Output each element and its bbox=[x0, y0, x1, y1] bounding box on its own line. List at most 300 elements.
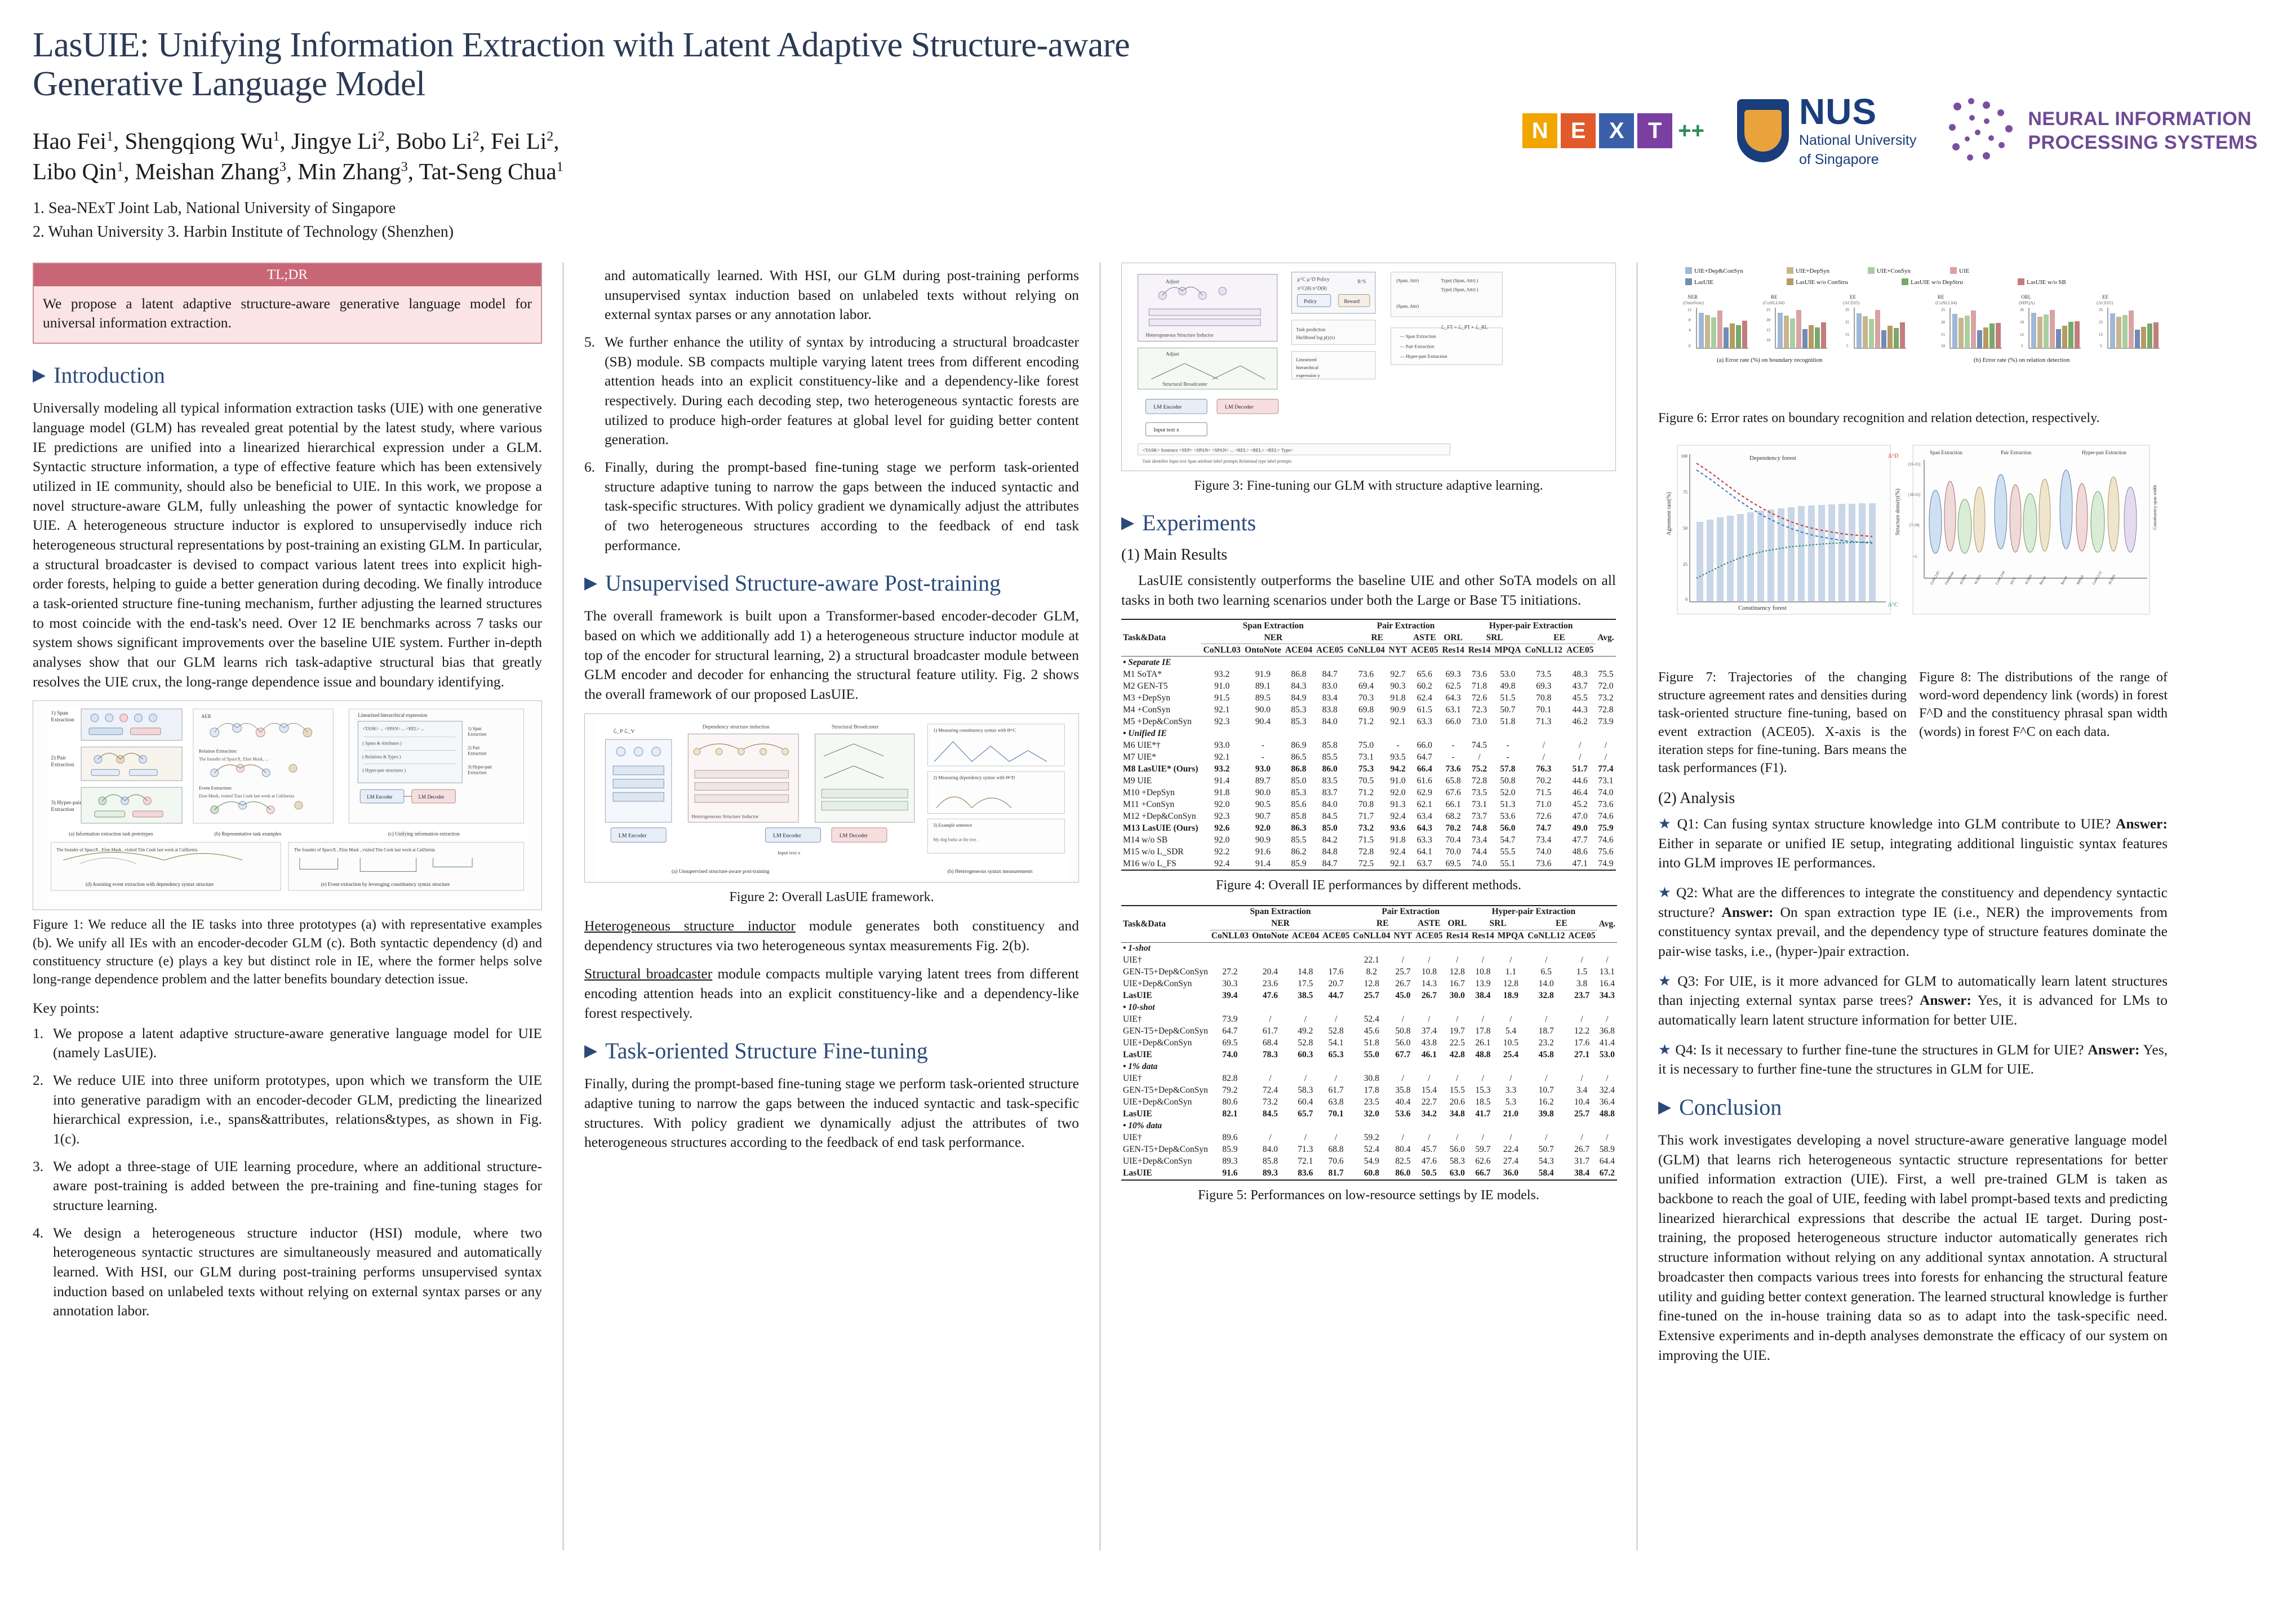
table-cell: 83.5 bbox=[1322, 775, 1338, 786]
table-cell: 27.2 bbox=[1222, 967, 1238, 977]
table-cell: 52.4 bbox=[1364, 1014, 1379, 1025]
figure-3-caption: Figure 3: Fine-tuning our GLM with structure adaptive learning. bbox=[1194, 478, 1543, 493]
list-item bbox=[584, 332, 1079, 450]
table-cell: / bbox=[1304, 1014, 1307, 1025]
table-cell: 73.9 bbox=[1222, 1014, 1238, 1025]
svg-text:Dependency structure induction: Dependency structure induction bbox=[702, 724, 770, 730]
table-cell: / bbox=[1334, 1074, 1338, 1084]
table-cell: 86.0 bbox=[1395, 1168, 1411, 1178]
section-heading-fine-tuning bbox=[584, 1037, 1079, 1064]
table-cell: 59.7 bbox=[1475, 1145, 1491, 1155]
table-cell: 92.0 bbox=[1214, 835, 1230, 845]
table-cell: 86.8 bbox=[1291, 764, 1307, 774]
svg-text:[7-10]: [7-10] bbox=[1909, 523, 1920, 528]
table-cell: - bbox=[1396, 740, 1400, 750]
table-cell: 66.1 bbox=[1445, 799, 1461, 809]
svg-text:Dependency forest: Dependency forest bbox=[1749, 455, 1796, 462]
table-cell: 51.3 bbox=[1500, 799, 1516, 809]
table-cell bbox=[1210, 955, 1250, 966]
table-row bbox=[1121, 1120, 1617, 1132]
table-row-label: M14 w/o SB bbox=[1123, 835, 1168, 845]
th-data: ACE05 bbox=[1568, 931, 1596, 941]
table-cell: 61.7 bbox=[1328, 1085, 1344, 1096]
table-row bbox=[1121, 1037, 1617, 1049]
table-cell: / bbox=[1269, 1074, 1272, 1084]
table-cell: 56.0 bbox=[1500, 823, 1516, 833]
svg-text:LasUIE w/o ConStru: LasUIE w/o ConStru bbox=[1796, 278, 1848, 286]
svg-text:CoNLL12: CoNLL12 bbox=[2091, 570, 2103, 586]
table-cell: / bbox=[1579, 752, 1582, 762]
table-cell: / bbox=[1509, 1014, 1512, 1025]
table-cell: 62.6 bbox=[1475, 1156, 1491, 1167]
th-hyper-pair-extraction: Hyper-pair Extraction bbox=[1489, 620, 1573, 631]
svg-text:Span Extraction: Span Extraction bbox=[1930, 450, 1962, 456]
table-cell: / bbox=[1428, 955, 1431, 965]
table-cell-avg: 73.6 bbox=[1598, 799, 1614, 809]
figure-5-caption: Figure 5: Performances on low-resource settings by IE models. bbox=[1198, 1187, 1539, 1203]
qa-item-1 bbox=[1658, 814, 2168, 873]
table-cell: / bbox=[1580, 1014, 1583, 1025]
svg-text:Constituency forest: Constituency forest bbox=[1738, 605, 1787, 612]
table-cell-avg: 13.1 bbox=[1599, 967, 1615, 977]
table-cell-avg: 74.6 bbox=[1598, 835, 1614, 845]
table-cell: 34.8 bbox=[1449, 1109, 1465, 1119]
svg-text:Extraction: Extraction bbox=[468, 732, 487, 738]
table-row-label: M2 GEN-T5 bbox=[1123, 681, 1168, 691]
table-cell: 46.2 bbox=[1572, 716, 1588, 726]
th-aste: ASTE bbox=[1414, 918, 1444, 930]
th-pair-extraction: Pair Extraction bbox=[1376, 620, 1435, 631]
table-group-label: • 1% data bbox=[1123, 1062, 1158, 1072]
th-srl: SRL bbox=[1470, 918, 1526, 930]
table-cell: 91.6 bbox=[1255, 846, 1271, 857]
table-cell: 39.4 bbox=[1222, 991, 1238, 1001]
svg-text:Task identifier Input text: Task identifier Input text Span attribute label prompts Relational type label prompts bbox=[1142, 459, 1292, 464]
qa-question: Q1: Can fusing syntax structure knowledge into GLM contribute to UIE? bbox=[1677, 815, 2111, 832]
table-cell-avg: / bbox=[1606, 1133, 1609, 1143]
table-cell: 51.7 bbox=[1572, 764, 1588, 774]
svg-text:5: 5 bbox=[2100, 343, 2102, 348]
list-item bbox=[584, 266, 1079, 325]
svg-text:( Spans & Attributes ): ( Spans & Attributes ) bbox=[362, 740, 402, 746]
figure-8-caption: Figure 8: The distributions of the range of word-word dependency link (words) in forest F^D and the constituency phrasal span width (words) in forest F^C on each data. bbox=[1919, 670, 2168, 739]
table-cell: 90.5 bbox=[1255, 799, 1271, 809]
figure-2-caption: Figure 2: Overall LasUIE framework. bbox=[729, 889, 934, 904]
svg-text:10: 10 bbox=[1941, 343, 1945, 348]
svg-text:Hyper-pair Extraction: Hyper-pair Extraction bbox=[2082, 450, 2127, 456]
svg-text:1) Measuring constituency synt: 1) Measuring constituency syntax with Θ^C bbox=[933, 728, 1016, 733]
figure-4-caption: Figure 4: Overall IE performances by different methods. bbox=[1215, 878, 1522, 893]
affiliation-2: 2. Wuhan University 3. Harbin Institute of Technology (Shenzhen) bbox=[33, 223, 454, 241]
star-icon: ★ bbox=[1658, 815, 1673, 832]
list-item-text: We reduce UIE into three uniform prototypes, upon which we transform the UIE into generative paradigm with an encoder-decoder GLM, predicting the linearized hierarchical expression, i.e., spans&attributes, relations&types, as shown in Fig. 1(c). bbox=[53, 1072, 542, 1147]
th-data: NYT bbox=[1388, 645, 1407, 655]
table-cell-avg: / bbox=[1606, 955, 1609, 965]
table-cell: 71.3 bbox=[1536, 716, 1552, 726]
table-row bbox=[1121, 668, 1616, 680]
svg-text:Structure density(%): Structure density(%) bbox=[1895, 489, 1901, 536]
table-cell: 84.8 bbox=[1322, 846, 1338, 857]
svg-text:15: 15 bbox=[2099, 332, 2103, 337]
table-cell: 91.5 bbox=[1214, 693, 1230, 703]
th-ee: EE bbox=[1523, 632, 1596, 644]
table-cell: 81.7 bbox=[1328, 1168, 1344, 1178]
table-cell: - bbox=[1451, 752, 1455, 762]
svg-text:25: 25 bbox=[1941, 307, 1945, 312]
th-data: ACE04 bbox=[1291, 931, 1319, 941]
table-row bbox=[1121, 704, 1616, 716]
table-cell: 66.0 bbox=[1416, 740, 1432, 750]
table-cell: 30.3 bbox=[1222, 979, 1238, 989]
table-row-label: LasUIE bbox=[1123, 991, 1152, 1001]
table-cell: 25.7 bbox=[1574, 1109, 1590, 1119]
star-icon: ★ bbox=[1658, 972, 1673, 989]
hsi-term: Heterogeneous structure inductor bbox=[584, 917, 796, 934]
main-results-text: LasUIE consistently outperforms the baseline UIE and other SoTA models on all tasks in both two learning scenarios under both the Large or Base T5 initiations. bbox=[1121, 572, 1616, 608]
figure-6 bbox=[1658, 263, 2168, 403]
table-cell: 70.5 bbox=[1358, 775, 1374, 786]
table-cell: 82.8 bbox=[1222, 1074, 1238, 1084]
svg-text:My dog barks at the tree .: My dog barks at the tree . bbox=[933, 837, 979, 842]
table-cell: 60.8 bbox=[1364, 1168, 1379, 1178]
svg-text:UIE: UIE bbox=[1959, 267, 1970, 274]
table-row-label: M13 LasUIE (Ours) bbox=[1123, 823, 1198, 833]
table-cell: / bbox=[1334, 1014, 1338, 1025]
table-cell: 66.0 bbox=[1445, 716, 1461, 726]
qa-answer: Yes, it is advanced for LMs to automatically learn latent structure information for better UIE. bbox=[1658, 992, 2168, 1028]
svg-text:3) Example sentence: 3) Example sentence bbox=[933, 822, 972, 828]
table-cell: 23.5 bbox=[1364, 1097, 1379, 1107]
svg-text:Adjust: Adjust bbox=[1166, 351, 1179, 357]
table-cell: 10.8 bbox=[1475, 967, 1491, 977]
svg-text:Event Extraction:: Event Extraction: bbox=[198, 785, 233, 791]
table-row-label: M5 +Dep&ConSyn bbox=[1123, 716, 1192, 726]
table-cell: 47.0 bbox=[1572, 811, 1588, 821]
table-row bbox=[1121, 858, 1616, 870]
table-cell: 85.8 bbox=[1291, 811, 1307, 821]
sb-paragraph bbox=[584, 964, 1079, 1023]
svg-text:Reward: Reward bbox=[1344, 298, 1360, 304]
th-task-data: Task&Data bbox=[1123, 633, 1166, 643]
table-cell: 89.1 bbox=[1255, 681, 1271, 691]
svg-text:LM Encoder: LM Encoder bbox=[1153, 404, 1182, 411]
table-cell: 71.2 bbox=[1358, 716, 1374, 726]
figure-7-caption: Figure 7: Trajectories of the changing structure agreement rates and densities during task-oriented structure fine-tuning, based on event extraction (ACE05). X-axis is the iteration steps for fine-tuning. Bars means the task performances (F1). bbox=[1658, 670, 1907, 775]
svg-text:Task prediction: Task prediction bbox=[1296, 327, 1326, 332]
th-data: MPQA bbox=[1494, 645, 1521, 655]
table-cell: 49.0 bbox=[1572, 823, 1588, 833]
table-cell: / bbox=[1545, 1133, 1548, 1143]
table-cell: - bbox=[1506, 740, 1509, 750]
table-cell: 35.8 bbox=[1395, 1085, 1411, 1096]
table-row-label: M16 w/o L_FS bbox=[1123, 858, 1176, 868]
table-cell-avg: 36.8 bbox=[1599, 1026, 1615, 1036]
svg-text:[10-15]: [10-15] bbox=[1908, 493, 1920, 498]
table-row-label: UIE+Dep&ConSyn bbox=[1123, 1038, 1192, 1048]
svg-text:LM Encoder: LM Encoder bbox=[773, 832, 801, 839]
table-cell: 51.5 bbox=[1500, 693, 1516, 703]
svg-text:EE: EE bbox=[1850, 294, 1856, 300]
table-cell: 31.7 bbox=[1574, 1156, 1590, 1167]
table-row-label: UIE† bbox=[1123, 955, 1142, 965]
svg-text:15: 15 bbox=[1766, 327, 1770, 332]
svg-text:2) Pair: 2) Pair bbox=[51, 755, 66, 761]
table-cell: 66.4 bbox=[1416, 764, 1432, 774]
table-cell: 56.0 bbox=[1449, 1145, 1465, 1155]
svg-text:Res14: Res14 bbox=[2039, 575, 2047, 586]
svg-text:(Span, Attr): (Span, Attr) bbox=[1396, 304, 1419, 309]
affiliation-1: 1. Sea-NExT Joint Lab, National University of Singapore bbox=[33, 199, 396, 218]
svg-text:RE: RE bbox=[1771, 294, 1778, 300]
svg-text:Input text x: Input text x bbox=[1153, 427, 1179, 433]
figure-1 bbox=[33, 700, 542, 910]
table-cell: 75.3 bbox=[1358, 764, 1374, 774]
svg-text:100: 100 bbox=[1681, 454, 1687, 459]
svg-text:(OntoNote): (OntoNote) bbox=[1683, 300, 1704, 305]
svg-text:μ^C μ^D Policy: μ^C μ^D Policy bbox=[1297, 276, 1330, 282]
svg-text:5: 5 bbox=[1846, 343, 1849, 348]
table-cell: 92.0 bbox=[1390, 787, 1406, 797]
table-cell: 14.8 bbox=[1298, 967, 1313, 977]
table-cell: 10.5 bbox=[1503, 1038, 1518, 1048]
fine-tuning-paragraph: Finally, during the prompt-based fine-tuning stage we perform task-oriented structure adaptive tuning to narrow the gaps between the induced syntactic and task-specific structures. With policy gradient we dynamically adjust the attributes of two heterogeneous structures according to the feedback of end task performance. bbox=[584, 1075, 1079, 1151]
table-cell: 63.8 bbox=[1328, 1097, 1344, 1107]
table-group-label: • 10-shot bbox=[1123, 1003, 1155, 1013]
table-cell: / bbox=[1509, 1074, 1512, 1084]
figure-3 bbox=[1121, 263, 1616, 471]
svg-text:Adjust: Adjust bbox=[1166, 278, 1179, 285]
table-group-label: • Unified IE bbox=[1123, 728, 1167, 738]
table-cell: / bbox=[1580, 1133, 1583, 1143]
table-cell: 67.7 bbox=[1395, 1050, 1411, 1060]
table bbox=[1121, 905, 1617, 1181]
table-cell: 36.0 bbox=[1503, 1168, 1518, 1178]
table-row-label: GEN-T5+Dep&ConSyn bbox=[1123, 1145, 1208, 1155]
table-cell: 91.0 bbox=[1214, 681, 1230, 691]
svg-text:likelihood log p(y|x): likelihood log p(y|x) bbox=[1296, 335, 1335, 340]
figure-7-8-graphic bbox=[1658, 437, 2168, 663]
table-cell: 18.5 bbox=[1475, 1097, 1491, 1107]
section-heading-conclusion-text: Conclusion bbox=[1679, 1094, 1782, 1120]
svg-text:Elon Musk, visited Tian Cook l: Elon Musk, visited Tian Cook last week at California bbox=[198, 793, 294, 799]
table-cell: 91.4 bbox=[1214, 775, 1230, 786]
svg-text:— Hyper-pair Extraction: — Hyper-pair Extraction bbox=[1400, 354, 1447, 360]
table-cell: 80.4 bbox=[1395, 1145, 1411, 1155]
table-cell: 40.4 bbox=[1395, 1097, 1411, 1107]
table-cell: 85.0 bbox=[1322, 823, 1338, 833]
qa-answer-label: Answer: bbox=[2088, 1041, 2140, 1058]
table-cell: 84.0 bbox=[1262, 1145, 1278, 1155]
th-data: ACE05 bbox=[1322, 931, 1350, 941]
svg-text:LM Encoder: LM Encoder bbox=[618, 832, 647, 839]
table-cell: 13.9 bbox=[1475, 979, 1491, 989]
svg-text:ACE05: ACE05 bbox=[2024, 574, 2033, 586]
qa-answer-label: Answer: bbox=[2115, 815, 2168, 832]
table-cell: - bbox=[1261, 752, 1265, 762]
table-row-label: UIE+Dep&ConSyn bbox=[1123, 979, 1192, 989]
table-row-label: UIE+Dep&ConSyn bbox=[1123, 1156, 1192, 1167]
th-data: Res14 bbox=[1442, 645, 1464, 655]
svg-text:20: 20 bbox=[1766, 317, 1770, 322]
table-cell: 73.6 bbox=[1445, 764, 1461, 774]
table-cell-avg: / bbox=[1604, 752, 1607, 762]
table-cell: 26.7 bbox=[1395, 979, 1411, 989]
table-cell: 15.5 bbox=[1449, 1085, 1465, 1096]
figure-1-caption: Figure 1: We reduce all the IE tasks into three prototypes (a) with representative examples (b). We unify all IEs with an encoder-decoder GLM (c). Both syntactic dependency (d) and constituency structure (e) plays a key but distinct role in IE, where the former helps solve long-range dependence problem and the latter benefits boundary detection issue. bbox=[33, 917, 542, 987]
table-cell: 84.0 bbox=[1322, 799, 1338, 809]
table-row bbox=[1121, 751, 1616, 763]
table-cell: / bbox=[1481, 1074, 1485, 1084]
star-icon: ★ bbox=[1658, 884, 1672, 901]
svg-text:<TASK> Sentence <SEP> <SPAN: <TASK> Sentence <SEP> <SPAN> <SPAN> ... <REL> <REL> <REL> Type> bbox=[1142, 447, 1294, 453]
table-cell: 18.7 bbox=[1538, 1026, 1554, 1036]
table-cell: 92.0 bbox=[1255, 823, 1271, 833]
list-item-number: 5. bbox=[584, 333, 596, 350]
list-item-number bbox=[584, 266, 605, 325]
svg-text:Linearized: Linearized bbox=[1296, 357, 1317, 363]
svg-text:Input text x: Input text x bbox=[778, 849, 801, 855]
table-cell: 72.8 bbox=[1471, 775, 1487, 786]
table-cell: 63.3 bbox=[1416, 716, 1432, 726]
table-row bbox=[1121, 846, 1616, 858]
table-cell: 38.4 bbox=[1574, 1168, 1590, 1178]
table-cell: 90.4 bbox=[1255, 716, 1271, 726]
table-cell: 74.5 bbox=[1471, 740, 1487, 750]
table-cell: 73.7 bbox=[1471, 811, 1487, 821]
svg-text:(ACE05): (ACE05) bbox=[1843, 300, 1860, 305]
table-cell: 83.4 bbox=[1322, 693, 1338, 703]
th-ner: NER bbox=[1201, 632, 1345, 644]
table-cell-avg: / bbox=[1606, 1074, 1609, 1084]
table-cell: 30.0 bbox=[1449, 991, 1465, 1001]
svg-text:(Span, Attr): (Span, Attr) bbox=[1396, 278, 1419, 283]
post-training-paragraph: The overall framework is built upon a Transformer-based encoder-decoder GLM, based on which we additionally add 1) a heterogeneous structure inductor module at top of the encoder for structural learning, 2) a structural broadcaster module between GLM encoder and decoder for enhancing the structural feature utility. Fig. 2 shows the overall framework of our proposed LasUIE. bbox=[584, 607, 1079, 703]
svg-text:25: 25 bbox=[2099, 320, 2103, 325]
svg-text:The founder of SpaceX, Elon Mu: The founder of SpaceX, Elon Musk, ... bbox=[198, 756, 269, 762]
table-cell: 70.2 bbox=[1445, 823, 1461, 833]
table-cell: 69.4 bbox=[1358, 681, 1374, 691]
table-cell: / bbox=[1509, 955, 1512, 965]
th-data: CoNLL03 bbox=[1211, 931, 1249, 941]
table-row bbox=[1121, 739, 1616, 751]
svg-text:OntoNote: OntoNote bbox=[1944, 571, 1955, 586]
next-logo-t: T bbox=[1637, 113, 1672, 148]
tldr-body: We propose a latent adaptive structure-aware generative language model for universal information extraction. bbox=[43, 295, 532, 331]
neurips-line-1: NEURAL INFORMATION bbox=[2028, 108, 2252, 130]
svg-text:(ACE05): (ACE05) bbox=[2097, 300, 2113, 305]
table-cell: 84.2 bbox=[1322, 835, 1338, 845]
table-cell: 91.8 bbox=[1390, 835, 1406, 845]
table-cell: / bbox=[1401, 1133, 1405, 1143]
table-row bbox=[1121, 787, 1616, 799]
table-row-label: M12 +Dep&ConSyn bbox=[1123, 811, 1196, 821]
table-cell: 25.4 bbox=[1503, 1050, 1518, 1060]
table-cell: 55.1 bbox=[1500, 858, 1516, 868]
table-cell: 71.3 bbox=[1298, 1145, 1313, 1155]
table-cell: 41.7 bbox=[1475, 1109, 1491, 1119]
poster-header bbox=[33, 26, 2263, 243]
table-cell-avg: 74.6 bbox=[1598, 811, 1614, 821]
svg-text:4: 4 bbox=[1689, 327, 1691, 332]
th-re: RE bbox=[1351, 918, 1414, 930]
table-cell: 89.3 bbox=[1222, 1156, 1238, 1167]
table-cell: 54.9 bbox=[1364, 1156, 1379, 1167]
table-cell: 63.4 bbox=[1416, 811, 1432, 821]
svg-text:[15-15]: [15-15] bbox=[1908, 462, 1920, 467]
next-logo-plus: ++ bbox=[1678, 118, 1704, 143]
svg-text:1) Span: 1) Span bbox=[51, 710, 69, 717]
table-cell: 85.5 bbox=[1291, 835, 1307, 845]
table-row-label: GEN-T5+Dep&ConSyn bbox=[1123, 967, 1208, 977]
table bbox=[1121, 619, 1616, 871]
table-cell-avg: 73.9 bbox=[1598, 716, 1614, 726]
table-cell: 73.4 bbox=[1536, 835, 1552, 845]
svg-text:35: 35 bbox=[2099, 307, 2103, 312]
table-cell: 1.1 bbox=[1505, 967, 1517, 977]
table-cell-avg: 53.0 bbox=[1599, 1050, 1615, 1060]
table-cell: 64.3 bbox=[1445, 693, 1461, 703]
qa-answer-label: Answer: bbox=[1919, 992, 1971, 1009]
th-data: CoNLL03 bbox=[1203, 645, 1241, 655]
section-heading-post-training-text: Unsupervised Structure-aware Post-training bbox=[605, 570, 1001, 596]
table-cell: 58.3 bbox=[1298, 1085, 1313, 1096]
table-cell: 93.0 bbox=[1214, 740, 1230, 750]
section-heading-introduction-text: Introduction bbox=[54, 362, 165, 388]
table-cell: 83.7 bbox=[1322, 787, 1338, 797]
table-cell-avg: 64.4 bbox=[1599, 1156, 1615, 1167]
table-cell: 57.8 bbox=[1500, 764, 1516, 774]
table-cell: 93.0 bbox=[1255, 764, 1271, 774]
table-cell: - bbox=[1451, 740, 1455, 750]
th-aste: ASTE bbox=[1409, 632, 1440, 644]
table-row bbox=[1121, 1061, 1617, 1073]
table-cell: 93.6 bbox=[1390, 823, 1406, 833]
table-cell: / bbox=[1401, 955, 1405, 965]
column-3 bbox=[1107, 263, 1631, 1550]
table-row bbox=[1121, 799, 1616, 810]
svg-text:25: 25 bbox=[1766, 307, 1770, 312]
th-ner: NER bbox=[1210, 918, 1351, 930]
table-cell: 86.5 bbox=[1291, 752, 1307, 762]
table-cell: 49.2 bbox=[1298, 1026, 1313, 1036]
table-cell: 76.3 bbox=[1536, 764, 1552, 774]
triangle-icon: ▶ bbox=[584, 1041, 598, 1060]
table-cell: 84.0 bbox=[1322, 716, 1338, 726]
table-cell: 69.8 bbox=[1358, 704, 1374, 715]
table-cell: 70.1 bbox=[1328, 1109, 1344, 1119]
svg-text:Policy: Policy bbox=[1304, 298, 1317, 304]
svg-text:15: 15 bbox=[1845, 332, 1849, 337]
neurips-logo bbox=[1949, 97, 2258, 165]
th-ee: EE bbox=[1526, 918, 1597, 930]
table-row bbox=[1121, 1168, 1617, 1180]
table-cell: 48.6 bbox=[1572, 846, 1588, 857]
table-cell-avg: 75.5 bbox=[1598, 669, 1614, 679]
table-row bbox=[1121, 1002, 1617, 1014]
table-group-label: • 1-shot bbox=[1123, 943, 1151, 954]
svg-text:Heterogeneous Structure Induct: Heterogeneous Structure Inductor bbox=[691, 813, 759, 819]
next-lab-logo bbox=[1522, 113, 1704, 148]
star-icon: ★ bbox=[1658, 1041, 1672, 1058]
table-cell: 85.9 bbox=[1222, 1145, 1238, 1155]
svg-text:LM Decoder: LM Decoder bbox=[1224, 404, 1254, 411]
table-cell: 46.4 bbox=[1572, 787, 1588, 797]
table-cell: 62.5 bbox=[1445, 681, 1461, 691]
svg-text:15: 15 bbox=[1941, 332, 1945, 337]
table-cell: 54.7 bbox=[1500, 835, 1516, 845]
table-cell: 91.0 bbox=[1390, 775, 1406, 786]
table-cell: 53.6 bbox=[1395, 1109, 1411, 1119]
